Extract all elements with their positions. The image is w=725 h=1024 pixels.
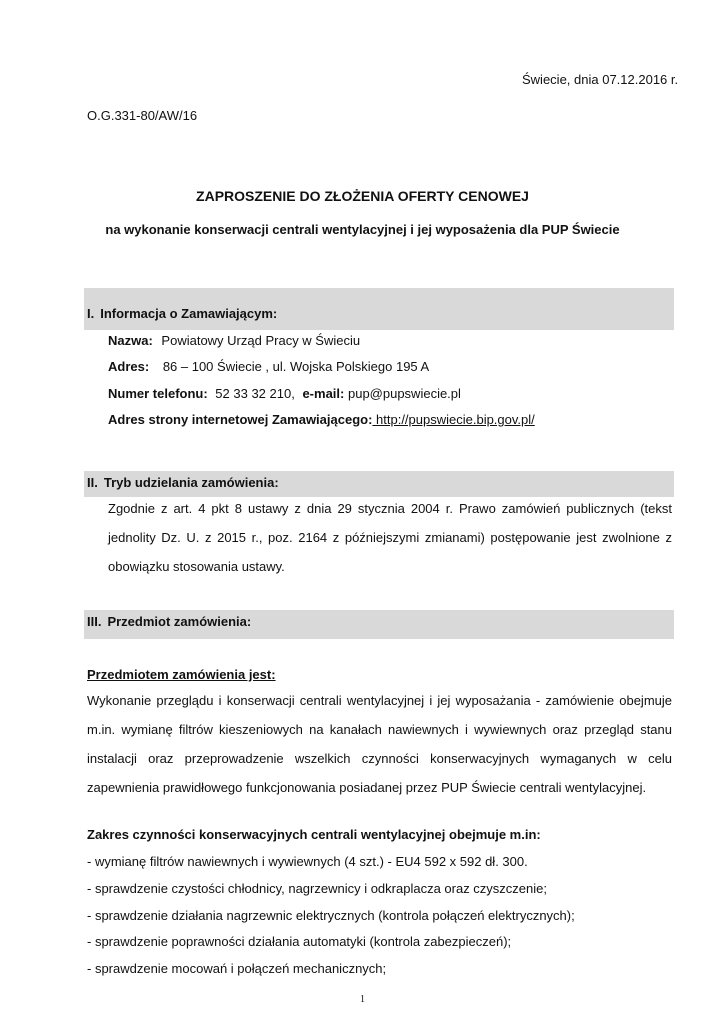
section-3-number: III. (87, 614, 102, 629)
document-subtitle: na wykonanie konserwacji centrali wentylacyjnej i jej wyposażenia dla PUP Świecie (105, 222, 620, 237)
document-title: ZAPROSZENIE DO ZŁOŻENIA OFERTY CENOWEJ (196, 188, 529, 204)
section-1-number: I. (87, 306, 95, 321)
info-address-row (108, 359, 429, 374)
info-name-row (108, 333, 360, 348)
phone-label: Numer telefonu: (108, 386, 208, 401)
section-2-number: II. (87, 475, 98, 490)
scope-item: - sprawdzenie działania nagrzewnic elektrycznych (kontrola połączeń elektrycznych); (87, 908, 575, 923)
scope-item: - wymianę filtrów nawiewnych i wywiewnych (4 szt.) - EU4 592 x 592 dł. 300. (87, 854, 528, 869)
reference-number: O.G.331-80/AW/16 (87, 108, 198, 123)
website-label: Adres strony internetowej Zamawiającego: (108, 412, 373, 427)
section-2-body: Zgodnie z art. 4 pkt 8 ustawy z dnia 29 stycznia 2004 r. Prawo zamówień publicznych (tekst jednolity Dz. U. z 2015 r., poz. 2164 z późniejszymi zmianami) postępowanie jest zwolnione z obowiązku stosowania ustawy. (108, 501, 672, 574)
website-link[interactable]: http://pupswiecie.bip.gov.pl/ (372, 412, 535, 427)
address-label: Adres: (108, 359, 150, 374)
phone-value: 52 33 32 210, (215, 386, 295, 401)
scope-item: - sprawdzenie czystości chłodnicy, nagrzewnicy i odkraplacza oraz czyszczenie; (87, 881, 548, 896)
info-phone-row (108, 386, 461, 401)
subject-heading: Przedmiotem zamówienia jest: (87, 667, 276, 682)
subject-body: Wykonanie przeglądu i konserwacji centrali wentylacyjnej i jej wyposażania - zamówienie obejmuje m.in. wymianę filtrów kieszeniowych na kanałach nawiewnych i wywiewnych oraz przegląd stanu instalacji oraz przeprowadzenie wszelkich czynności konserwacyjnych wymaganych w celu zapewnienia prawidłowego funkcjonowania posiadanej przez PUP Świecie centrali wentylacyjnej. (87, 693, 672, 795)
section-3-header (87, 614, 251, 629)
place-date: Świecie, dnia 07.12.2016 r. (522, 72, 679, 87)
name-value: Powiatowy Urząd Pracy w Świeciu (161, 333, 361, 348)
scope-heading: Zakres czynności konserwacyjnych centrali wentylacyjnej obejmuje m.in: (87, 827, 541, 842)
info-website-row (108, 412, 535, 427)
page-number: 1 (360, 994, 365, 1005)
scope-item: - sprawdzenie poprawności działania automatyki (kontrola zabezpieczeń); (87, 934, 512, 949)
address-value: 86 – 100 Świecie , ul. Wojska Polskiego 195 A (162, 359, 430, 374)
section-3-heading: Przedmiot zamówienia: (107, 614, 252, 629)
section-2-header (87, 475, 279, 490)
section-1-heading: Informacja o Zamawiającym: (100, 306, 278, 321)
section-2-heading: Tryb udzielania zamówienia: (103, 475, 279, 490)
email-label: e-mail: (302, 386, 345, 401)
section-1-header (87, 306, 277, 321)
name-label: Nazwa: (108, 333, 153, 348)
scope-item: - sprawdzenie mocowań i połączeń mechanicznych; (87, 961, 387, 976)
email-value[interactable]: pup@pupswiecie.pl (347, 386, 461, 401)
